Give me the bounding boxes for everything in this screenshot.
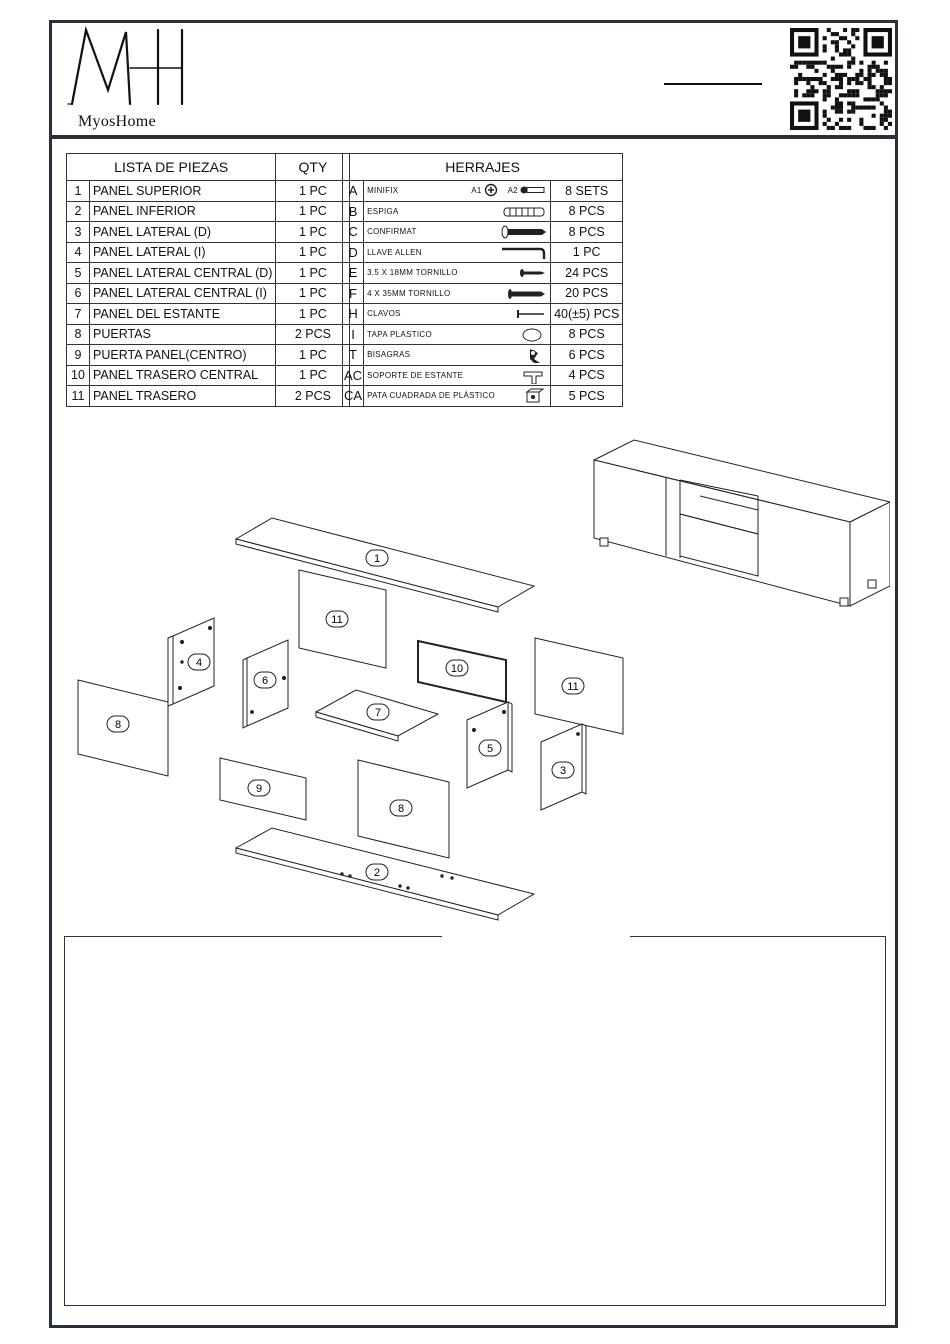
part-callout-label: 8: [114, 719, 122, 731]
part-qty: 1 PC: [276, 345, 350, 366]
part-callout-label: 11: [567, 681, 579, 693]
hardware-name: BISAGRAS: [367, 350, 411, 360]
hardware-code: T: [343, 345, 364, 366]
long-screw-icon: [500, 286, 546, 302]
hardware-qty: 8 PCS: [551, 222, 623, 243]
part-callout-label: 1: [373, 553, 381, 565]
part-number: 5: [67, 263, 90, 284]
part-name: PANEL DEL ESTANTE: [90, 304, 276, 325]
hardware-code: I: [343, 324, 364, 345]
part-callout: [446, 660, 468, 676]
hardware-qty: 40(±5) PCS: [551, 304, 623, 325]
part-number: 8: [67, 324, 90, 345]
parts-list-row: [67, 345, 350, 366]
part-name: PUERTA PANEL(CENTRO): [90, 345, 276, 366]
hardware-row: [343, 201, 623, 222]
part-callout: [326, 611, 348, 627]
hardware-name: CLAVOS: [367, 309, 401, 319]
part-qty: 2 PCS: [276, 386, 350, 407]
hardware-item: [364, 242, 551, 263]
part-qty: 1 PC: [276, 283, 350, 304]
hinge-icon: [500, 347, 546, 363]
part-callout-label: 4: [195, 657, 203, 669]
part-callout: [248, 780, 270, 796]
hardware-item: [364, 345, 551, 366]
hardware-code: E: [343, 263, 364, 284]
hardware-item: [364, 365, 551, 386]
part-number: 11: [67, 386, 90, 407]
hardware-name: TAPA PLASTICO: [367, 329, 433, 339]
plastic-cap-icon: [500, 327, 546, 343]
part-qty: 1 PC: [276, 263, 350, 284]
hardware-code: C: [343, 222, 364, 243]
hardware-code: F: [343, 283, 364, 304]
part-qty: 1 PC: [276, 365, 350, 386]
hardware-name: CONFIRMAT: [367, 227, 417, 237]
parts-list-row: [67, 181, 350, 202]
assembled-tv-cabinet: [594, 440, 890, 606]
hardware-name: 4 X 35MM TORNILLO: [367, 288, 451, 298]
minifix-a1-label: A1: [471, 185, 482, 195]
hardware-item: [364, 263, 551, 284]
part-qty: 1 PC: [276, 222, 350, 243]
allen-key-icon: [500, 245, 546, 261]
hardware-row: [343, 242, 623, 263]
parts-list-row: [67, 283, 350, 304]
part-callout: [188, 654, 210, 670]
part-callout: [562, 678, 584, 694]
hardware-code: CA: [343, 386, 364, 407]
hardware-qty: 8 PCS: [551, 324, 623, 345]
part-callout-label: 11: [331, 614, 343, 626]
hardware-code: B: [343, 201, 364, 222]
part-qty: 2 PCS: [276, 324, 350, 345]
hardware-row: [343, 365, 623, 386]
nail-icon: [500, 306, 546, 322]
hardware-name: 3.5 X 18MM TORNILLO: [367, 268, 458, 278]
part-callout: [107, 716, 129, 732]
hardware-qty: 1 PC: [551, 242, 623, 263]
hardware-code: H: [343, 304, 364, 325]
part-name: PANEL LATERAL CENTRAL (I): [90, 283, 276, 304]
part-callout-label: 10: [450, 663, 464, 675]
part-number: 7: [67, 304, 90, 325]
hardware-row: [343, 386, 623, 407]
hardware-code: AC: [343, 365, 364, 386]
hardware-row: [343, 222, 623, 243]
hardware-qty: 5 PCS: [551, 386, 623, 407]
part-name: PANEL TRASERO CENTRAL: [90, 365, 276, 386]
parts-list-row: [67, 201, 350, 222]
part-callout-label: 5: [486, 743, 494, 755]
hardware-code: D: [343, 242, 364, 263]
part-callout-label: 9: [255, 783, 263, 795]
part-number: 4: [67, 242, 90, 263]
parts-list-row: [67, 222, 350, 243]
hardware-qty: 8 PCS: [551, 201, 623, 222]
part-callout-label: 3: [559, 765, 567, 777]
square-foot-icon: [500, 388, 546, 404]
part-qty: 1 PC: [276, 181, 350, 202]
part-number: 9: [67, 345, 90, 366]
hardware-table: [342, 153, 623, 407]
part-callout: [479, 740, 501, 756]
part-qty: 1 PC: [276, 242, 350, 263]
part-number: 3: [67, 222, 90, 243]
part-callout-label: 6: [261, 675, 269, 687]
parts-list-row: [67, 263, 350, 284]
parts-list-row: [67, 242, 350, 263]
part-qty: 1 PC: [276, 201, 350, 222]
hardware-item: [364, 222, 551, 243]
shelf-support-icon: [500, 368, 546, 384]
hardware-item: [364, 324, 551, 345]
parts-list-row: [67, 304, 350, 325]
hardware-code: A: [343, 181, 364, 202]
hardware-qty: 6 PCS: [551, 345, 623, 366]
part-name: PUERTAS: [90, 324, 276, 345]
exploded-assembly-diagram: [60, 430, 890, 930]
part-callout: [254, 672, 276, 688]
hardware-item: [364, 304, 551, 325]
hardware-row: [343, 181, 623, 202]
hardware-row: [343, 345, 623, 366]
hardware-row: [343, 283, 623, 304]
hardware-row: [343, 324, 623, 345]
part-callout: [366, 864, 388, 880]
parts-list-row: [67, 386, 350, 407]
instructions-box-gap: [442, 930, 630, 942]
parts-list-table: [66, 153, 350, 407]
dowel-icon: [500, 204, 546, 220]
part-callout-label: 8: [397, 803, 405, 815]
part-callout-label: 2: [373, 867, 381, 879]
hardware-name: MINIFIX: [367, 186, 399, 196]
brand-name: MyosHome: [78, 113, 156, 130]
parts-qty-header: QTY: [276, 154, 350, 181]
part-qty: 1 PC: [276, 304, 350, 325]
part-callout: [552, 762, 574, 778]
brand-logo: [66, 26, 188, 108]
confirmat-screw-icon: [500, 224, 546, 240]
part-name: PANEL TRASERO: [90, 386, 276, 407]
part-number: 1: [67, 181, 90, 202]
hardware-header: HERRAJES: [343, 154, 623, 181]
instructions-box: [64, 936, 886, 1306]
parts-list-row: [67, 324, 350, 345]
part-name: PANEL LATERAL (D): [90, 222, 276, 243]
part-name: PANEL INFERIOR: [90, 201, 276, 222]
hardware-name: ESPIGA: [367, 206, 399, 216]
hardware-qty: 24 PCS: [551, 263, 623, 284]
part-callout: [390, 800, 412, 816]
hardware-name: SOPORTE DE ESTANTE: [367, 370, 464, 380]
parts-list-header: LISTA DE PIEZAS: [67, 154, 276, 181]
part-name: PANEL LATERAL CENTRAL (D): [90, 263, 276, 284]
part-callout: [367, 704, 389, 720]
part-name: PANEL SUPERIOR: [90, 181, 276, 202]
part-callout-label: 7: [374, 707, 382, 719]
hardware-item: [364, 283, 551, 304]
part-number: 10: [67, 365, 90, 386]
parts-list-row: [67, 365, 350, 386]
hardware-qty: 8 SETS: [551, 181, 623, 202]
minifix-a2-label: A2: [507, 185, 519, 195]
part-number: 2: [67, 201, 90, 222]
hardware-item: [364, 201, 551, 222]
hardware-qty: 4 PCS: [551, 365, 623, 386]
short-screw-icon: [500, 265, 546, 281]
hardware-item: [364, 386, 551, 407]
hardware-qty: 20 PCS: [551, 283, 623, 304]
hardware-name: PATA CUADRADA DE PLÁSTICO: [367, 391, 496, 401]
part-name: PANEL LATERAL (I): [90, 242, 276, 263]
hardware-row: [343, 263, 623, 284]
hardware-item: [364, 181, 551, 202]
part-number: 6: [67, 283, 90, 304]
qr-code: [790, 28, 892, 130]
header-underline: [664, 83, 762, 85]
minifix-icon: [471, 183, 546, 197]
hardware-name: LLAVE ALLEN: [367, 247, 422, 257]
part-callout: [366, 550, 388, 566]
hardware-row: [343, 304, 623, 325]
